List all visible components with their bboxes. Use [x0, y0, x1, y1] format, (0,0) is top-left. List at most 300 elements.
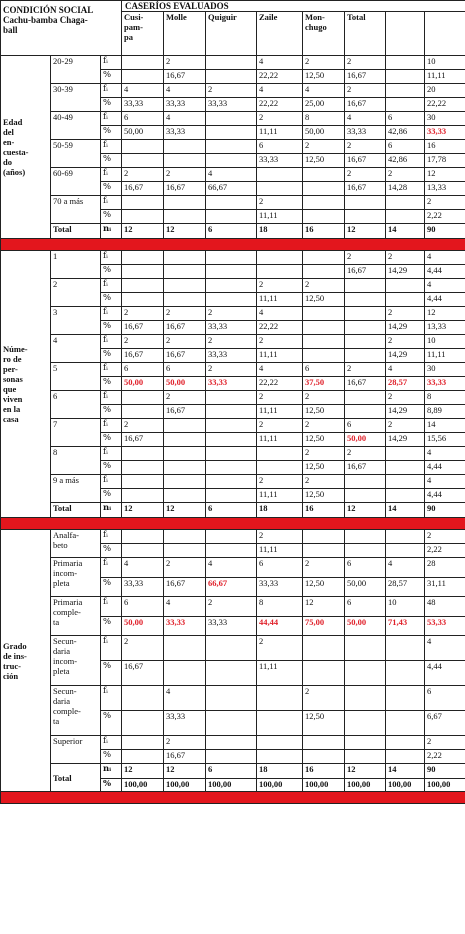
- table-cell: 2: [257, 391, 303, 405]
- table-cell: 12,50: [303, 405, 345, 419]
- table-cell: 2: [345, 56, 386, 70]
- table-cell: [206, 154, 257, 168]
- table-cell: 4,44: [425, 265, 465, 279]
- section-label: Núme- ro de per- sonas que viven en la casa: [1, 251, 51, 518]
- table-cell: 2: [206, 307, 257, 321]
- table-cell: [122, 56, 164, 70]
- table-cell: [164, 433, 206, 447]
- table-cell: [303, 636, 345, 661]
- table-cell: 48: [425, 597, 465, 617]
- table-cell: [386, 70, 425, 84]
- table-cell: 66,67: [206, 577, 257, 597]
- table-cell: 16,67: [164, 70, 206, 84]
- group-label: Secun- daria comple- ta: [51, 686, 101, 736]
- table-cell: [206, 391, 257, 405]
- table-cell: [386, 279, 425, 293]
- table-cell: 2,22: [425, 544, 465, 558]
- table-cell: [345, 335, 386, 349]
- table-cell: 2: [122, 335, 164, 349]
- table-cell: 30: [425, 363, 465, 377]
- table-cell: 2: [386, 335, 425, 349]
- table-cell: 6: [425, 686, 465, 711]
- table-cell: 37,50: [303, 377, 345, 391]
- table-cell: 16,67: [164, 577, 206, 597]
- table-cell: [345, 736, 386, 750]
- total-cell: 90: [425, 224, 465, 239]
- row-symbol: %: [101, 711, 122, 736]
- table-cell: [206, 251, 257, 265]
- table-cell: 2: [303, 56, 345, 70]
- row-symbol: fᵢ: [101, 686, 122, 711]
- table-cell: 33,33: [425, 377, 465, 391]
- row-symbol: fᵢ: [101, 391, 122, 405]
- table-cell: [122, 251, 164, 265]
- table-cell: 33,33: [257, 577, 303, 597]
- group-label: 50-59: [51, 140, 101, 168]
- table-cell: 50,00: [345, 616, 386, 636]
- table-row: [1, 558, 465, 578]
- table-cell: 11,11: [425, 349, 465, 363]
- table-cell: 50,00: [122, 377, 164, 391]
- table-cell: 31,11: [425, 577, 465, 597]
- table-cell: 4: [386, 363, 425, 377]
- table-cell: [122, 140, 164, 154]
- table-cell: [345, 321, 386, 335]
- table-cell: 4: [425, 251, 465, 265]
- table-cell: 2: [345, 140, 386, 154]
- group-label: Superior: [51, 736, 101, 764]
- row-symbol: nᵢ: [101, 764, 122, 779]
- table-cell: 11,11: [257, 126, 303, 140]
- table-cell: 6: [303, 363, 345, 377]
- row-symbol: fᵢ: [101, 335, 122, 349]
- table-cell: [164, 293, 206, 307]
- table-cell: [164, 636, 206, 661]
- table-cell: 14: [425, 419, 465, 433]
- row-symbol: fᵢ: [101, 597, 122, 617]
- table-cell: 6,67: [425, 711, 465, 736]
- table-cell: [345, 489, 386, 503]
- table-cell: 4: [164, 84, 206, 98]
- table-cell: 33,33: [206, 377, 257, 391]
- table-cell: [345, 544, 386, 558]
- table-cell: 4: [257, 307, 303, 321]
- table-row: [1, 391, 465, 405]
- table-cell: [386, 489, 425, 503]
- table-row: [1, 168, 465, 182]
- table-cell: [206, 279, 257, 293]
- group-label: 1: [51, 251, 101, 279]
- group-label: Secun- daria incom- pleta: [51, 636, 101, 686]
- row-symbol: fᵢ: [101, 363, 122, 377]
- table-cell: 2: [164, 558, 206, 578]
- row-symbol: nᵢ: [101, 224, 122, 239]
- table-cell: [303, 168, 345, 182]
- table-cell: 16,67: [345, 377, 386, 391]
- table-cell: 50,00: [345, 577, 386, 597]
- table-cell: 33,33: [164, 126, 206, 140]
- table-cell: 12,50: [303, 489, 345, 503]
- group-label: 20-29: [51, 56, 101, 84]
- table-cell: 4: [122, 84, 164, 98]
- column-header: [425, 12, 465, 56]
- table-cell: [345, 405, 386, 419]
- table-cell: 4: [164, 112, 206, 126]
- table-cell: 66,67: [206, 182, 257, 196]
- total-cell: 12: [122, 224, 164, 239]
- row-symbol: %: [101, 661, 122, 686]
- table-cell: 4: [425, 447, 465, 461]
- table-cell: [257, 168, 303, 182]
- total-cell: 6: [206, 224, 257, 239]
- table-cell: [122, 196, 164, 210]
- table-cell: 2: [345, 363, 386, 377]
- column-header: Molle: [164, 12, 206, 56]
- table-cell: 2,22: [425, 210, 465, 224]
- table-cell: 33,33: [345, 126, 386, 140]
- table-cell: 2: [425, 736, 465, 750]
- table-cell: [303, 335, 345, 349]
- table-cell: 2: [164, 56, 206, 70]
- table-cell: [206, 210, 257, 224]
- table-cell: 22,22: [257, 98, 303, 112]
- total-cell: 16: [303, 764, 345, 779]
- table-cell: [257, 750, 303, 764]
- table-cell: [122, 265, 164, 279]
- group-label: 30-39: [51, 84, 101, 112]
- group-label: 6: [51, 391, 101, 419]
- table-cell: [122, 70, 164, 84]
- row-symbol: fᵢ: [101, 558, 122, 578]
- group-label: 40-49: [51, 112, 101, 140]
- table-cell: 2: [386, 168, 425, 182]
- table-cell: 2: [164, 335, 206, 349]
- table-cell: 50,00: [345, 433, 386, 447]
- table-cell: 16,67: [164, 349, 206, 363]
- row-symbol: fᵢ: [101, 419, 122, 433]
- table-cell: 2: [386, 391, 425, 405]
- table-cell: 11,11: [257, 349, 303, 363]
- table-cell: 16,67: [345, 154, 386, 168]
- group-label: 5: [51, 363, 101, 391]
- row-symbol: fᵢ: [101, 307, 122, 321]
- table-cell: 10: [425, 335, 465, 349]
- table-cell: [164, 140, 206, 154]
- table-cell: 2: [345, 84, 386, 98]
- table-row: [1, 363, 465, 377]
- table-cell: 16,67: [122, 433, 164, 447]
- header-left-subtitle: Cachu-bamba Chaga- ball: [3, 15, 88, 35]
- table-row: [1, 335, 465, 349]
- table-cell: [206, 70, 257, 84]
- table-cell: 16,67: [164, 750, 206, 764]
- table-cell: [386, 661, 425, 686]
- section-separator: [1, 518, 465, 530]
- row-symbol: %: [101, 377, 122, 391]
- table-cell: [164, 265, 206, 279]
- table-cell: 6: [164, 363, 206, 377]
- table-cell: 17,78: [425, 154, 465, 168]
- table-cell: [345, 307, 386, 321]
- total-cell: 14: [386, 764, 425, 779]
- total-row: [1, 224, 465, 239]
- table-cell: 44,44: [257, 616, 303, 636]
- table-cell: 75,00: [303, 616, 345, 636]
- table-cell: [206, 140, 257, 154]
- column-header: Total: [345, 12, 386, 56]
- table-cell: 11,11: [425, 70, 465, 84]
- table-cell: [345, 661, 386, 686]
- table-cell: 4: [425, 475, 465, 489]
- table-row: [1, 475, 465, 489]
- table-cell: [122, 544, 164, 558]
- row-symbol: %: [101, 182, 122, 196]
- table-cell: 6: [257, 558, 303, 578]
- table-cell: 33,33: [425, 126, 465, 140]
- total-cell: 12: [345, 764, 386, 779]
- table-cell: [164, 461, 206, 475]
- table-cell: [206, 433, 257, 447]
- row-symbol: %: [101, 433, 122, 447]
- row-symbol: %: [101, 489, 122, 503]
- table-cell: 4,44: [425, 661, 465, 686]
- table-cell: 14,29: [386, 433, 425, 447]
- group-label: Analfa- beto: [51, 530, 101, 558]
- group-label: 70 a más: [51, 196, 101, 224]
- table-cell: 6: [345, 597, 386, 617]
- table-cell: 4: [425, 279, 465, 293]
- group-label: 7: [51, 419, 101, 447]
- table-cell: [164, 661, 206, 686]
- total-cell: 6: [206, 764, 257, 779]
- total-cell: 90: [425, 764, 465, 779]
- table-cell: 2: [303, 447, 345, 461]
- row-symbol: %: [101, 349, 122, 363]
- table-cell: 11,11: [257, 544, 303, 558]
- table-cell: 16,67: [122, 321, 164, 335]
- table-cell: [257, 447, 303, 461]
- table-cell: 14,29: [386, 349, 425, 363]
- table-cell: [303, 210, 345, 224]
- table-cell: 10: [386, 597, 425, 617]
- table-cell: [345, 196, 386, 210]
- table-cell: 16: [425, 140, 465, 154]
- table-cell: 4,44: [425, 461, 465, 475]
- table-cell: [386, 98, 425, 112]
- table-cell: 2: [257, 475, 303, 489]
- table-cell: 16,67: [122, 661, 164, 686]
- row-symbol: fᵢ: [101, 475, 122, 489]
- table-cell: [303, 544, 345, 558]
- table-cell: 12: [303, 597, 345, 617]
- table-cell: 33,33: [164, 616, 206, 636]
- table-cell: 42,86: [386, 154, 425, 168]
- table-cell: 16,67: [345, 98, 386, 112]
- total-cell: 100,00: [345, 779, 386, 792]
- table-cell: [345, 391, 386, 405]
- table-cell: 20: [425, 84, 465, 98]
- table-cell: [122, 447, 164, 461]
- table-cell: [122, 461, 164, 475]
- row-symbol: fᵢ: [101, 112, 122, 126]
- table-cell: [164, 210, 206, 224]
- table-cell: 53,33: [425, 616, 465, 636]
- table-cell: [303, 182, 345, 196]
- table-row: [1, 279, 465, 293]
- table-cell: 6: [122, 112, 164, 126]
- table-cell: 2,22: [425, 750, 465, 764]
- row-symbol: %: [101, 126, 122, 140]
- table-cell: 4: [206, 168, 257, 182]
- table-cell: 33,33: [206, 321, 257, 335]
- total-cell: 12: [345, 503, 386, 518]
- table-cell: 12,50: [303, 70, 345, 84]
- table-cell: [303, 736, 345, 750]
- table-cell: 4: [122, 558, 164, 578]
- table-cell: 8: [257, 597, 303, 617]
- row-symbol: fᵢ: [101, 56, 122, 70]
- table-cell: 2: [122, 419, 164, 433]
- table-cell: [206, 736, 257, 750]
- table-cell: [257, 251, 303, 265]
- row-symbol: %: [101, 210, 122, 224]
- table-cell: 33,33: [122, 98, 164, 112]
- total-row: [1, 764, 465, 779]
- table-cell: [345, 750, 386, 764]
- separator-bar: [1, 518, 465, 530]
- table-cell: 2: [122, 307, 164, 321]
- table-cell: [345, 636, 386, 661]
- table-cell: [206, 530, 257, 544]
- section-separator: [1, 792, 465, 804]
- table-cell: [386, 750, 425, 764]
- table-cell: 16,67: [345, 265, 386, 279]
- table-cell: 13,33: [425, 182, 465, 196]
- table-row: [1, 140, 465, 154]
- table-cell: 2: [164, 168, 206, 182]
- total-label: Total: [51, 764, 101, 792]
- row-symbol: fᵢ: [101, 251, 122, 265]
- table-cell: [345, 475, 386, 489]
- table-cell: 16,67: [345, 70, 386, 84]
- table-cell: 50,00: [122, 126, 164, 140]
- table-cell: 33,33: [206, 616, 257, 636]
- table-cell: 2: [303, 558, 345, 578]
- table-cell: 2: [425, 196, 465, 210]
- table-cell: 4: [164, 686, 206, 711]
- table-row: [1, 112, 465, 126]
- table-cell: 2: [164, 307, 206, 321]
- table-cell: [206, 461, 257, 475]
- table-cell: 33,33: [257, 154, 303, 168]
- group-header: CASERÍOS EVALUADOS: [122, 1, 465, 12]
- section-label: Edad del en- cuesta- do (años): [1, 56, 51, 239]
- table-cell: [206, 711, 257, 736]
- table-cell: [164, 154, 206, 168]
- table-cell: [303, 530, 345, 544]
- table-cell: 12,50: [303, 711, 345, 736]
- table-cell: 12: [425, 307, 465, 321]
- table-row: [1, 419, 465, 433]
- table-row: [1, 447, 465, 461]
- table-cell: [345, 210, 386, 224]
- table-cell: [386, 736, 425, 750]
- group-label: Primaria comple- ta: [51, 597, 101, 636]
- section-label: Grado de ins- truc- ción: [1, 530, 51, 792]
- table-cell: 33,33: [164, 98, 206, 112]
- total-row: [1, 503, 465, 518]
- table-cell: [164, 544, 206, 558]
- table-cell: 6: [386, 140, 425, 154]
- total-cell: 100,00: [425, 779, 465, 792]
- table-cell: 12,50: [303, 433, 345, 447]
- table-cell: 11,11: [257, 433, 303, 447]
- table-cell: [386, 447, 425, 461]
- table-cell: 4,44: [425, 293, 465, 307]
- row-symbol: %: [101, 154, 122, 168]
- table-row: [1, 196, 465, 210]
- row-symbol: fᵢ: [101, 530, 122, 544]
- table-cell: [164, 279, 206, 293]
- row-symbol: %: [101, 750, 122, 764]
- row-symbol: nᵢ: [101, 503, 122, 518]
- table-cell: 2: [386, 307, 425, 321]
- table-row: [1, 251, 465, 265]
- table-cell: 2: [345, 251, 386, 265]
- table-cell: [303, 307, 345, 321]
- table-cell: [164, 251, 206, 265]
- table-cell: 14,28: [386, 182, 425, 196]
- total-cell: 100,00: [303, 779, 345, 792]
- table-cell: [206, 475, 257, 489]
- table-cell: 2: [206, 84, 257, 98]
- row-symbol: %: [101, 544, 122, 558]
- table-cell: 30: [425, 112, 465, 126]
- table-cell: 15,56: [425, 433, 465, 447]
- table-cell: 4: [164, 597, 206, 617]
- row-symbol: %: [101, 293, 122, 307]
- column-header: Cusi- pam- pa: [122, 12, 164, 56]
- row-symbol: %: [101, 405, 122, 419]
- table-cell: [206, 196, 257, 210]
- table-row: [1, 84, 465, 98]
- total-cell: 100,00: [386, 779, 425, 792]
- table-cell: [122, 279, 164, 293]
- table-row: [1, 686, 465, 711]
- column-header: Zaile: [257, 12, 303, 56]
- table-cell: 22,22: [257, 377, 303, 391]
- table-cell: 11,11: [257, 661, 303, 686]
- group-label: 4: [51, 335, 101, 363]
- row-symbol: %: [101, 577, 122, 597]
- table-cell: [122, 711, 164, 736]
- table-cell: [345, 293, 386, 307]
- table-corner-header: [1, 1, 122, 56]
- table-cell: [122, 686, 164, 711]
- table-cell: [386, 210, 425, 224]
- table-cell: 50,00: [164, 377, 206, 391]
- table-cell: 50,00: [122, 616, 164, 636]
- table-cell: [206, 265, 257, 279]
- section-separator: [1, 239, 465, 251]
- row-symbol: fᵢ: [101, 447, 122, 461]
- table-cell: 4: [257, 84, 303, 98]
- table-cell: 4: [257, 56, 303, 70]
- table-cell: 11,11: [257, 489, 303, 503]
- row-symbol: fᵢ: [101, 168, 122, 182]
- table-cell: 8: [303, 112, 345, 126]
- table-cell: 2: [386, 419, 425, 433]
